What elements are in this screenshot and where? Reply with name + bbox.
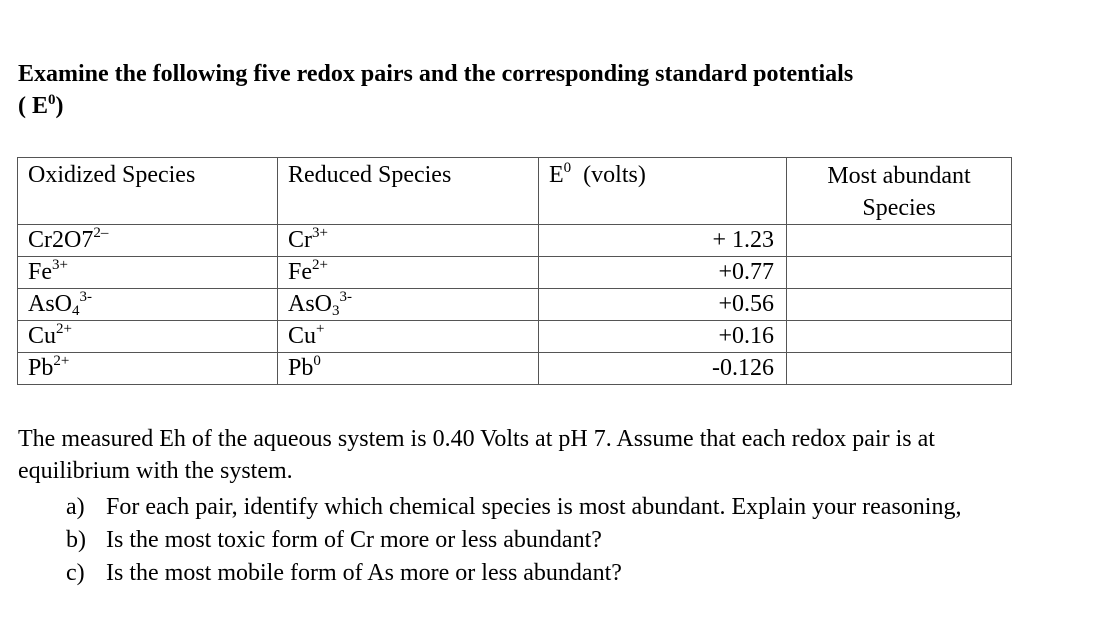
species-charge: 3+	[312, 225, 328, 241]
species-subscript: 3	[332, 303, 340, 319]
reduced-species-cell	[278, 289, 539, 321]
potential-cell: -0.126	[539, 353, 787, 385]
most-abundant-cell	[787, 289, 1012, 321]
species-formula: Fe	[28, 259, 52, 285]
species-charge: 2+	[53, 353, 70, 369]
title-line-2	[18, 90, 1018, 122]
header-reduced: Reduced Species	[278, 158, 539, 225]
potential-cell: +0.16	[539, 321, 787, 353]
species-formula: AsO	[288, 291, 333, 317]
redox-table	[17, 157, 1012, 385]
species-charge: 3-	[339, 289, 353, 305]
most-abundant-cell	[787, 321, 1012, 353]
oxidized-species-cell	[18, 321, 278, 353]
header-most-abundant	[787, 158, 1012, 225]
most-abundant-cell	[787, 225, 1012, 257]
title-e0-suffix: )	[55, 93, 64, 119]
oxidized-species-cell	[18, 225, 278, 257]
problem-statement: The measured Eh of the aqueous system is 0.40 Volts at pH 7. Assume that each redox pair is at equilibrium with the system.	[18, 426, 935, 484]
header-most-abundant-line2: Species	[862, 195, 936, 221]
table-body	[18, 225, 1012, 385]
species-charge: 2+	[312, 257, 328, 273]
species-formula: AsO	[28, 291, 73, 317]
species-formula: Cu	[288, 323, 317, 349]
potential-cell: + 1.23	[539, 225, 787, 257]
table-row	[18, 257, 1012, 289]
reduced-species-cell	[278, 353, 539, 385]
question-text: Is the most mobile form of As more or less abundant?	[106, 560, 622, 586]
table-row	[18, 225, 1012, 257]
title-line-1: Examine the following five redox pairs and the corresponding standard potentials	[18, 61, 854, 87]
header-most-abundant-line1: Most abundant	[827, 163, 971, 189]
species-formula: Cr2O7	[28, 227, 94, 253]
species-formula: Cr	[288, 227, 312, 253]
species-formula: Pb	[288, 355, 314, 381]
header-e0-superscript: 0	[563, 160, 572, 176]
most-abundant-cell	[787, 353, 1012, 385]
reduced-species-cell	[278, 225, 539, 257]
species-charge: 2–	[93, 225, 109, 241]
header-e0-unit: (volts)	[571, 162, 646, 188]
title-e0-prefix: ( E	[18, 93, 48, 119]
table-row	[18, 289, 1012, 321]
species-formula: Pb	[28, 355, 54, 381]
question-c	[66, 557, 1026, 590]
question-a	[66, 491, 1026, 524]
header-e0	[539, 158, 787, 225]
reduced-species-cell	[278, 321, 539, 353]
table-header-row	[18, 158, 1012, 225]
reduced-species-cell	[278, 257, 539, 289]
question-b	[66, 524, 1026, 557]
species-charge: +	[316, 321, 325, 337]
potential-cell: +0.77	[539, 257, 787, 289]
title-e0-superscript: 0	[48, 92, 56, 108]
species-formula: Cu	[28, 323, 57, 349]
species-charge: 0	[313, 353, 321, 369]
species-charge: 2+	[56, 321, 72, 337]
question-text: For each pair, identify which chemical species is most abundant. Explain your reasoning,	[106, 494, 962, 520]
species-charge: 3-	[79, 289, 93, 305]
oxidized-species-cell	[18, 289, 278, 321]
most-abundant-cell	[787, 257, 1012, 289]
header-e0-base: E	[549, 162, 564, 188]
question-label: c)	[66, 560, 85, 586]
species-subscript: 4	[72, 303, 80, 319]
question-label: a)	[66, 494, 85, 520]
problem-title	[18, 58, 1018, 122]
oxidized-species-cell	[18, 257, 278, 289]
header-oxidized: Oxidized Species	[18, 158, 278, 225]
potential-cell: +0.56	[539, 289, 787, 321]
species-formula: Fe	[288, 259, 312, 285]
question-list	[66, 491, 1026, 590]
table-row	[18, 321, 1012, 353]
oxidized-species-cell	[18, 353, 278, 385]
question-text: Is the most toxic form of Cr more or less abundant?	[106, 527, 602, 553]
question-label: b)	[66, 527, 86, 553]
table-row	[18, 353, 1012, 385]
species-charge: 3+	[52, 257, 68, 273]
